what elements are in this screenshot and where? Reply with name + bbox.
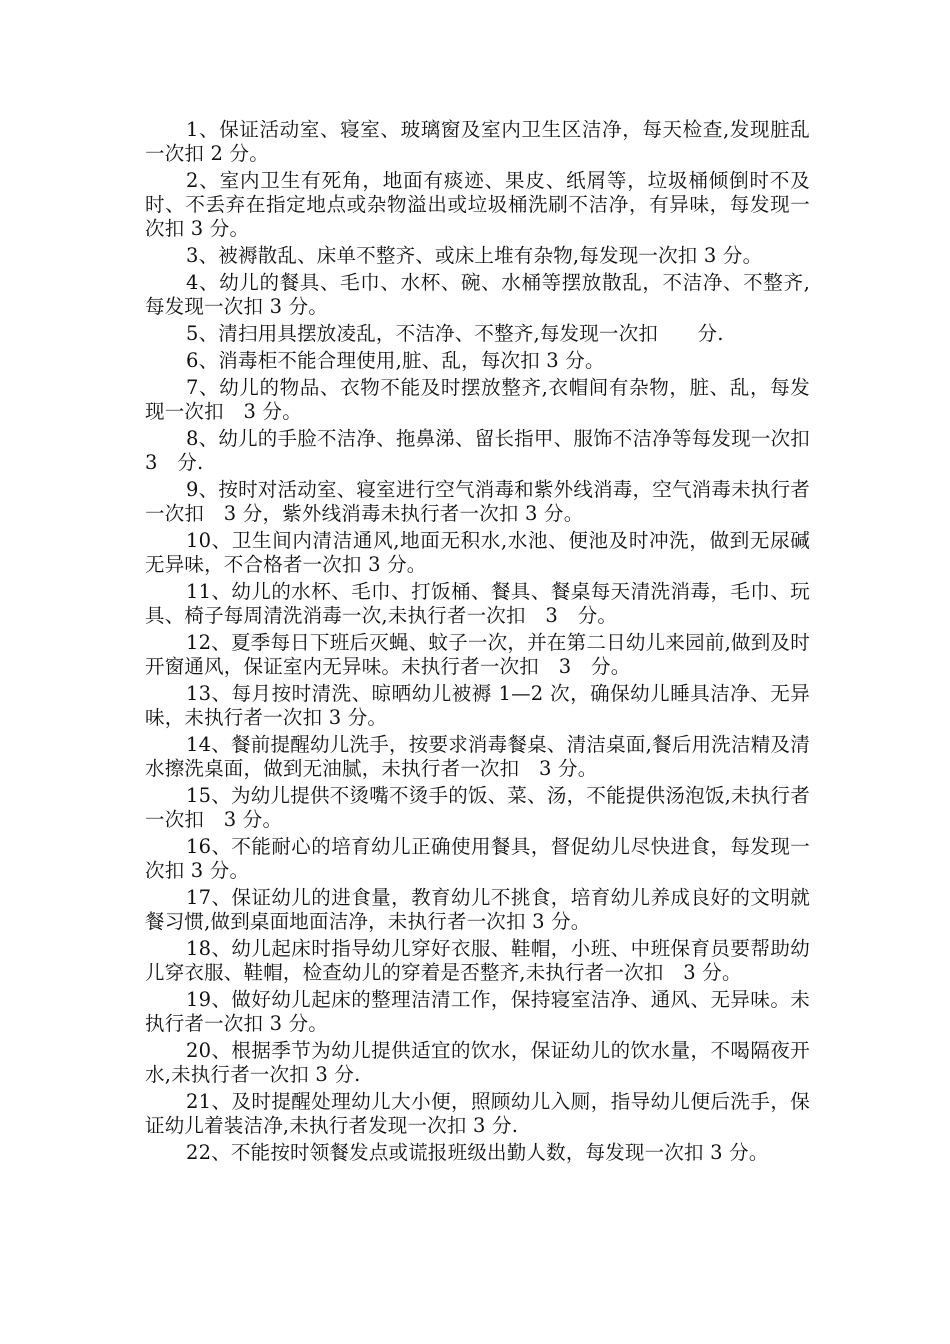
rule-7: 7、幼儿的物品、衣物不能及时摆放整齐,衣帽间有杂物，脏、乱，每发现一次扣 3 分。 xyxy=(145,376,810,423)
rule-9: 9、按时对活动室、寝室进行空气消毒和紫外线消毒，空气消毒未执行者一次扣 3 分，紫外线消毒未执行者一次扣 3 分。 xyxy=(145,478,810,525)
rule-4: 4、幼儿的餐具、毛巾、水杯、碗、水桶等摆放散乱，不洁净、不整齐,每发现一次扣 3 分。 xyxy=(145,271,810,318)
rule-1: 1、保证活动室、寝室、玻璃窗及室内卫生区洁净，每天检查,发现脏乱一次扣 2 分。 xyxy=(145,118,810,165)
rule-8: 8、幼儿的手脸不洁净、拖鼻涕、留长指甲、服饰不洁净等每发现一次扣 3 分. xyxy=(145,427,830,474)
rule-2: 2、室内卫生有死角，地面有痰迹、果皮、纸屑等，垃圾桶倾倒时不及时、不丢弃在指定地点或杂物溢出或垃圾桶洗刷不洁净，有异味，每发现一次扣 3 分。 xyxy=(145,169,810,240)
rule-22: 22、不能按时领餐发点或谎报班级出勤人数，每发现一次扣 3 分。 xyxy=(186,1141,769,1164)
rule-20: 20、根据季节为幼儿提供适宜的饮水，保证幼儿的饮水量，不喝隔夜开水,未执行者一次扣 3 分. xyxy=(145,1039,810,1086)
rule-11: 11、幼儿的水杯、毛巾、打饭桶、餐具、餐桌每天清洗消毒，毛巾、玩具、椅子每周清洗消毒一次,未执行者一次扣 3 分。 xyxy=(145,580,810,627)
rule-19: 19、做好幼儿起床的整理洁清工作，保持寝室洁净、通风、无异味。未执行者一次扣 3 分。 xyxy=(145,988,810,1035)
rule-6: 6、消毒柜不能合理使用,脏、乱，每次扣 3 分。 xyxy=(186,349,605,372)
rule-15: 15、为幼儿提供不烫嘴不烫手的饭、菜、汤，不能提供汤泡饭,未执行者一次扣 3 分。 xyxy=(145,784,810,831)
rule-17: 17、保证幼儿的进食量，教育幼儿不挑食，培育幼儿养成良好的文明就餐习惯,做到桌面地面洁净，未执行者一次扣 3 分。 xyxy=(145,886,810,933)
rule-5: 5、清扫用具摆放凌乱，不洁净、不整齐,每发现一次扣 分. xyxy=(186,322,724,345)
rule-16: 16、不能耐心的培育幼儿正确使用餐具，督促幼儿尽快进食，每发现一次扣 3 分。 xyxy=(145,835,810,882)
rule-21: 21、及时提醒处理幼儿大小便，照顾幼儿入厕，指导幼儿便后洗手，保证幼儿着装洁净,未执行者发现一次扣 3 分. xyxy=(145,1090,810,1137)
document-body xyxy=(145,118,830,1168)
rule-18: 18、幼儿起床时指导幼儿穿好衣服、鞋帽，小班、中班保育员要帮助幼儿穿衣服、鞋帽，检查幼儿的穿着是否整齐,未执行者一次扣 3 分。 xyxy=(145,937,810,984)
rule-12: 12、夏季每日下班后灭蝇、蚊子一次，并在第二日幼儿来园前,做到及时开窗通风，保证室内无异味。未执行者一次扣 3 分。 xyxy=(145,631,810,678)
rule-14: 14、餐前提醒幼儿洗手，按要求消毒餐桌、清洁桌面,餐后用洗洁精及清水擦洗桌面，做到无油腻，未执行者一次扣 3 分。 xyxy=(145,733,810,780)
rule-10: 10、卫生间内清洁通风,地面无积水,水池、便池及时冲洗，做到无尿碱无异味，不合格者一次扣 3 分。 xyxy=(145,529,810,576)
rule-13: 13、每月按时清洗、晾晒幼儿被褥 1—2 次，确保幼儿睡具洁净、无异味，未执行者一次扣 3 分。 xyxy=(145,682,810,729)
rule-3: 3、被褥散乱、床单不整齐、或床上堆有杂物,每发现一次扣 3 分。 xyxy=(186,244,763,267)
